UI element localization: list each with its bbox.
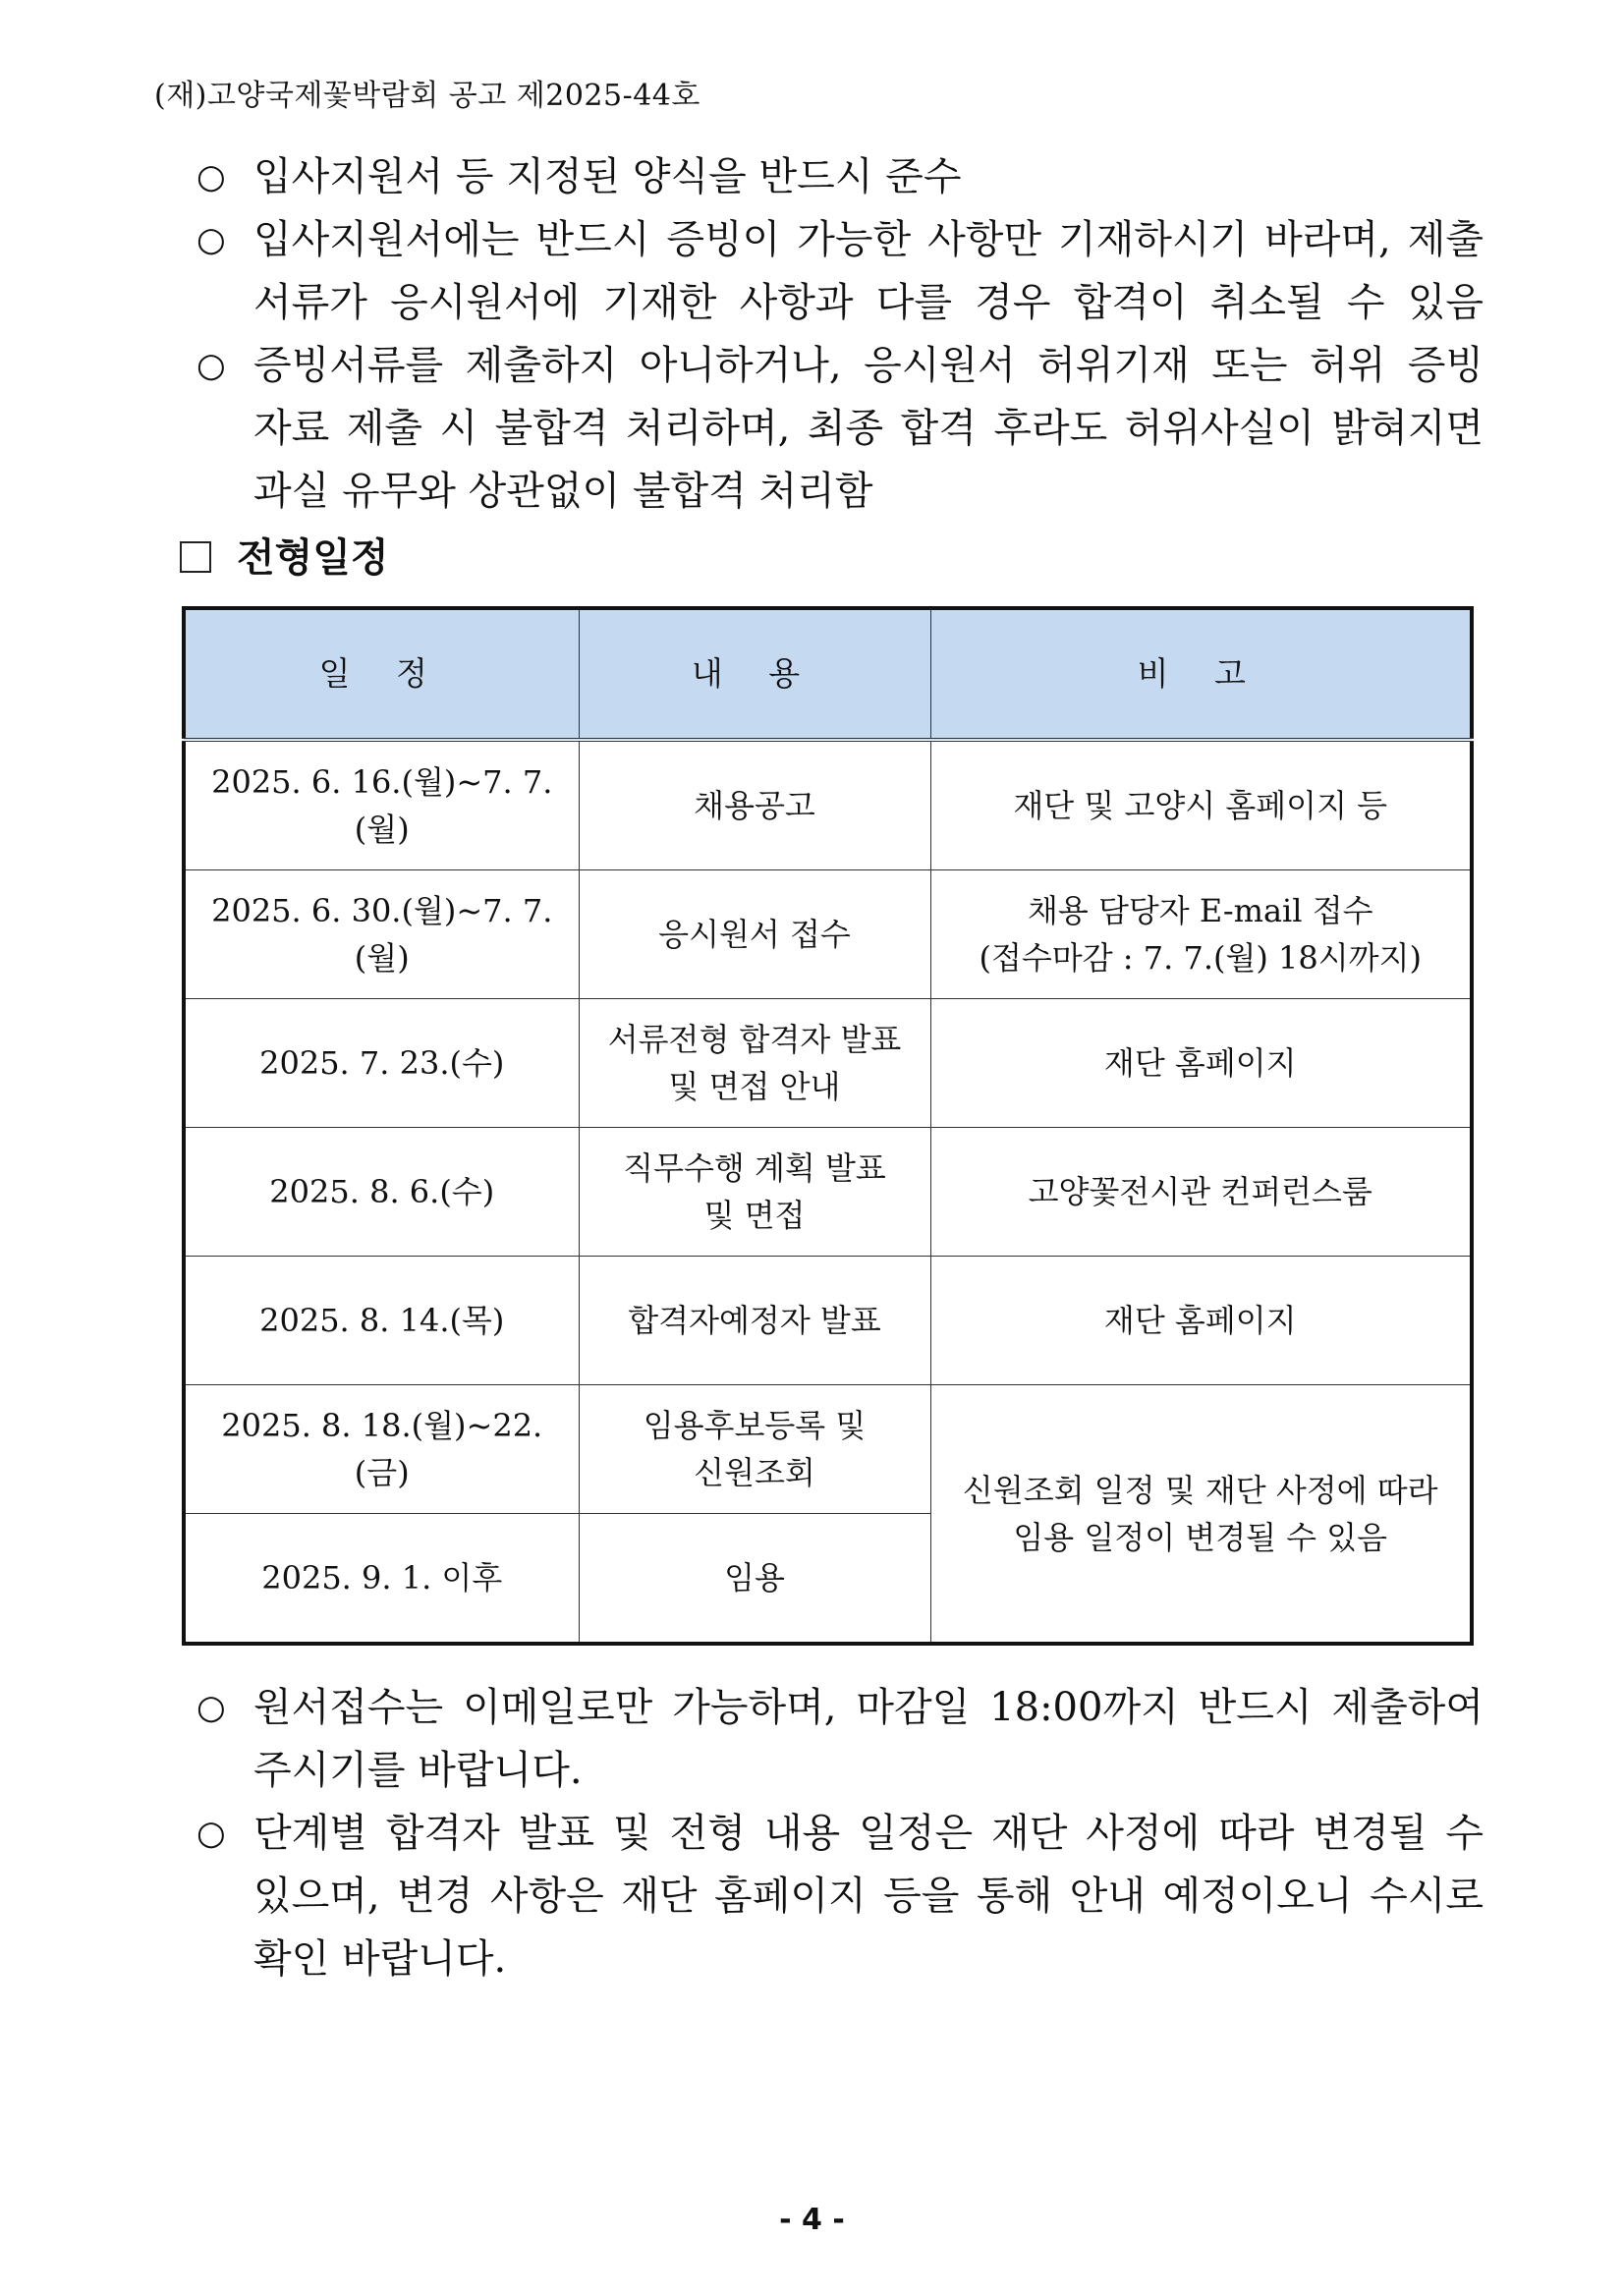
cell-note: 재단 및 고양시 홈페이지 등 [930,740,1472,870]
bullet-circle-icon: ○ [196,157,226,196]
cell-content-line: 신원조회 [694,1454,815,1491]
bullet-item-1 [196,145,1484,208]
bullet-line: 입사지원서에는 반드시 증빙이 가능한 사항만 기재하시기 바라며, 제출 [253,217,1484,262]
bullet-line: 단계별 합격자 발표 및 전형 내용 일정은 재단 사정에 따라 변경될 수 [253,1811,1484,1856]
bullet-item-4 [196,1676,1484,1802]
document-header: (재)고양국제꽃박람회 공고 제2025-44호 [154,79,700,113]
cell-date: 2025. 8. 18.(월)~22.(금) [184,1385,579,1514]
cell-content [579,999,930,1128]
schedule-table [182,606,1474,1646]
header-note: 비 고 [930,608,1472,740]
cell-content-line: 서류전형 합격자 발표 [607,1021,902,1058]
cell-note [930,870,1472,999]
cell-content [579,1385,930,1514]
cell-content-line: 직무수행 계획 발표 [623,1149,886,1187]
bullet-line: 증빙서류를 제출하지 아니하거나, 응시원서 허위기재 또는 허위 증빙 [253,343,1484,388]
table-header-row [184,608,1472,740]
bullet-circle-icon: ○ [196,1814,226,1853]
cell-content-line: 및 면접 안내 [668,1068,841,1105]
bullet-item-2 [196,208,1484,334]
bullet-line: 과실 유무와 상관없이 불합격 처리함 [253,469,873,514]
table-row [184,870,1472,999]
cell-date: 2025. 7. 23.(수) [184,999,579,1128]
cell-content: 임용 [579,1514,930,1645]
cell-content-line: 임용후보등록 및 [643,1407,867,1444]
table-row [184,1257,1472,1385]
bullet-line: 입사지원서 등 지정된 양식을 반드시 준수 [253,154,962,199]
bullet-circle-icon: ○ [196,1688,226,1727]
cell-date: 2025. 6. 16.(월)~7. 7.(월) [184,740,579,870]
page-number: - 4 - [779,2203,845,2237]
bullet-line: 자료 제출 시 불합격 처리하며, 최종 합격 후라도 허위사실이 밝혀지면 [253,406,1484,451]
bullet-line: 주시기를 바랍니다. [253,1748,583,1793]
header-content: 내 용 [579,608,930,740]
cell-date: 2025. 9. 1. 이후 [184,1514,579,1645]
cell-note: 재단 홈페이지 [930,999,1472,1128]
cell-content-line: 및 면접 [703,1197,806,1234]
bullet-line: 있으며, 변경 사항은 재단 홈페이지 등을 통해 안내 예정이오니 수시로 [253,1874,1484,1919]
bullet-line: 확인 바랍니다. [253,1936,507,1982]
cell-note: 고양꽃전시관 컨퍼런스룸 [930,1128,1472,1257]
bullet-line: 원서접수는 이메일로만 가능하며, 마감일 18:00까지 반드시 제출하여 [253,1685,1484,1730]
table-row [184,740,1472,870]
cell-note: 재단 홈페이지 [930,1257,1472,1385]
cell-note-line: 신원조회 일정 및 재단 사정에 따라 [962,1471,1438,1509]
cell-content: 합격자예정자 발표 [579,1257,930,1385]
cell-note-merged [930,1385,1472,1645]
cell-content [579,1128,930,1257]
cell-date: 2025. 8. 6.(수) [184,1128,579,1257]
cell-note-line: 임용 일정이 변경될 수 있음 [1013,1518,1388,1556]
bullet-item-5 [196,1802,1484,1990]
section-heading [180,527,389,583]
section-title: 전형일정 [237,535,389,581]
cell-content: 채용공고 [579,740,930,870]
checkbox-square-icon [180,541,211,573]
bullet-circle-icon: ○ [196,346,226,385]
bullet-line: 서류가 응시원서에 기재한 사항과 다를 경우 합격이 취소될 수 있음 [253,280,1484,325]
cell-note-line: 채용 담당자 E-mail 접수 [1027,892,1373,929]
cell-date: 2025. 8. 14.(목) [184,1257,579,1385]
header-date: 일 정 [184,608,579,740]
table-row [184,999,1472,1128]
bullet-circle-icon: ○ [196,220,226,259]
cell-date: 2025. 6. 30.(월)~7. 7.(월) [184,870,579,999]
bullet-item-3 [196,334,1484,523]
table-row [184,1385,1472,1514]
cell-content: 응시원서 접수 [579,870,930,999]
table-row [184,1128,1472,1257]
cell-note-line: (접수마감 : 7. 7.(월) 18시까지) [979,939,1422,977]
